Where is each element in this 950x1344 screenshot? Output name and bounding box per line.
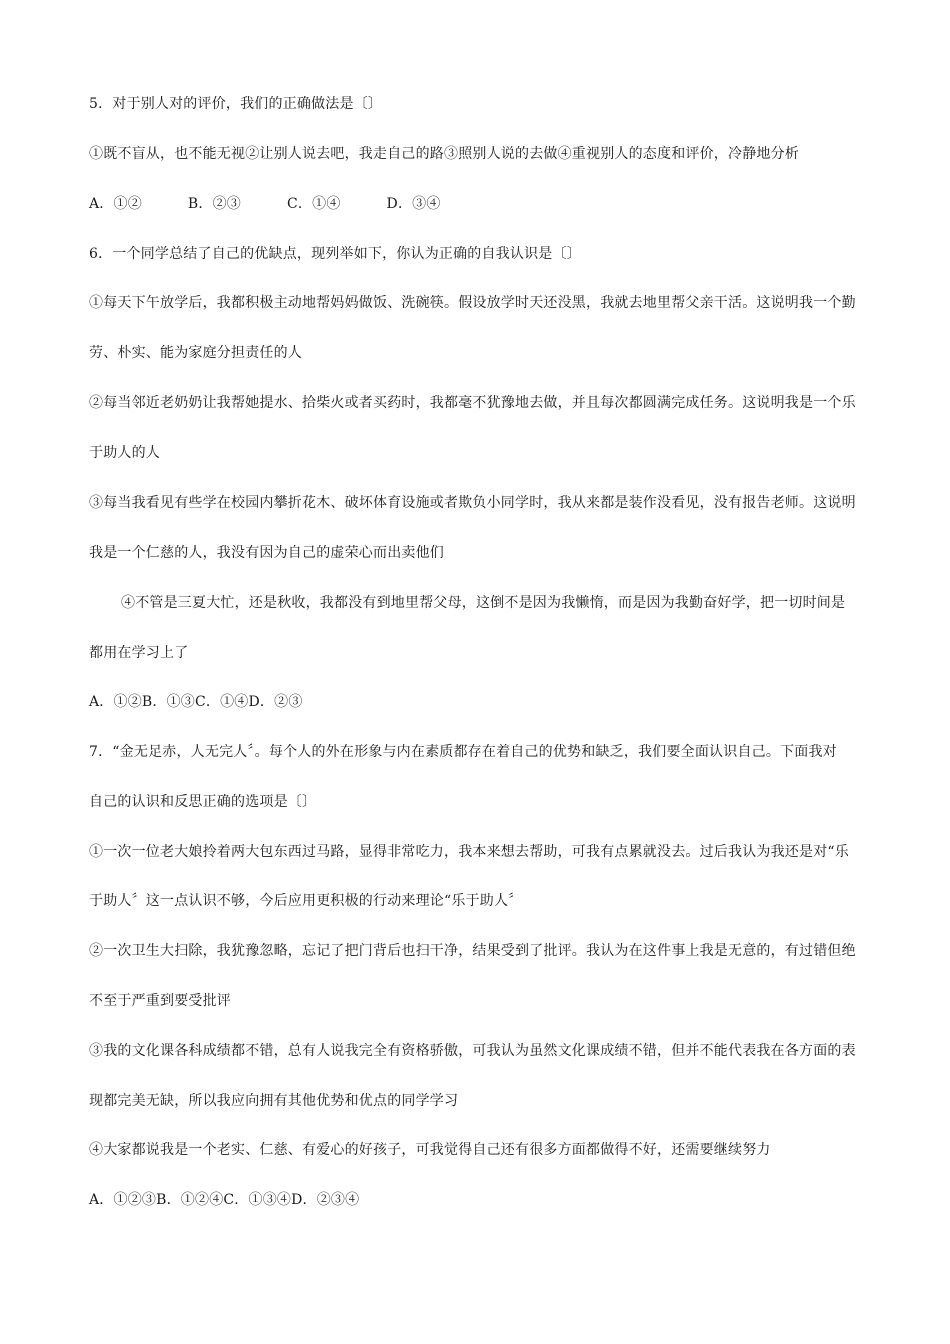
q6-statement-3-line-1: ③每当我看见有些学在校园内攀折花木、破坏体育设施或者欺负小同学时，我从来都是装作没看见，没有报告老师。这说明 (89, 495, 856, 511)
q5-stem: 5．对于别人对的评价，我们的正确做法是〔〕 (89, 96, 383, 112)
q6-stem: 6．一个同学总结了自己的优缺点，现列举如下，你认为正确的自我认识是〔〕 (89, 246, 581, 262)
q6-statement-2-line-2: 于助人的人 (89, 445, 160, 461)
q7-statement-4: ④大家都说我是一个老实、仁慈、有爱心的好孩子，可我觉得自己还有很多方面都做得不好，还需要继续努力 (89, 1142, 771, 1158)
q7-statement-2-line-1: ②一次卫生大扫除，我犹豫忽略，忘记了把门背后也扫干净，结果受到了批评。我认为在这件事上我是无意的，有过错但绝 (89, 943, 856, 959)
q7-stem-line-2: 自己的认识和反思正确的选项是〔〕 (89, 794, 317, 810)
q6-statement-1-line-2: 劳、朴实、能为家庭分担责任的人 (89, 345, 302, 361)
q7-statement-1-line-2: 于助人〞这一点认识不够，今后应用更积极的行动来理论“乐于助人〞 (89, 893, 523, 909)
q6-options: A．①②B．①③C．①④D．②③ (89, 694, 303, 710)
q6-statement-1-line-1: ①每天下午放学后，我都积极主动地帮妈妈做饭、洗碗筷。假设放学时天还没黑，我就去地里帮父亲干活。这说明我一个勤 (89, 295, 856, 311)
q5-option-c: C．①④ (287, 196, 341, 212)
q7-statement-3-line-2: 现都完美无缺，所以我应向拥有其他优势和优点的同学学习 (89, 1093, 459, 1109)
q6-statement-4-line-2: 都用在学习上了 (89, 645, 189, 661)
q7-statement-2-line-2: 不至于严重到要受批评 (89, 993, 231, 1009)
q7-statement-1-line-1: ①一次一位老大娘拎着两大包东西过马路，显得非常吃力，我本来想去帮助，可我有点累就没去。过后我认为我还是对“乐 (89, 844, 849, 860)
q5-option-b: B．②③ (187, 196, 242, 212)
q6-statement-4-line-1: ④不管是三夏大忙，还是秋收，我都没有到地里帮父母，这倒不是因为我懒惰，而是因为我勤奋好学，把一切时间是 (121, 595, 846, 611)
q7-options: A．①②③B．①②④C．①③④D．②③④ (89, 1192, 360, 1208)
q6-statement-3-line-2: 我是一个仁慈的人，我没有因为自己的虚荣心而出卖他们 (89, 545, 444, 561)
q7-stem-line-1: 7．“金无足赤，人无完人〞。每个人的外在形象与内在素质都存在着自己的优势和缺乏，我们要全面认识自己。下面我对 (89, 744, 837, 760)
q5-options (89, 194, 879, 214)
q5-statements: ①既不盲从，也不能无视②让别人说去吧，我走自己的路③照别人说的去做④重视别人的态度和评价，冷静地分析 (89, 146, 799, 162)
q5-option-d: D．③④ (386, 196, 441, 212)
q6-statement-2-line-1: ②每当邻近老奶奶让我帮她提水、拾柴火或者买药时，我都毫不犹豫地去做，并且每次都圆满完成任务。这说明我是一个乐 (89, 395, 856, 411)
q7-statement-3-line-1: ③我的文化课各科成绩都不错，总有人说我完全有资格骄傲，可我认为虽然文化课成绩不错，但并不能代表我在各方面的表 (89, 1043, 856, 1059)
q5-option-a: A．①② (89, 196, 142, 212)
